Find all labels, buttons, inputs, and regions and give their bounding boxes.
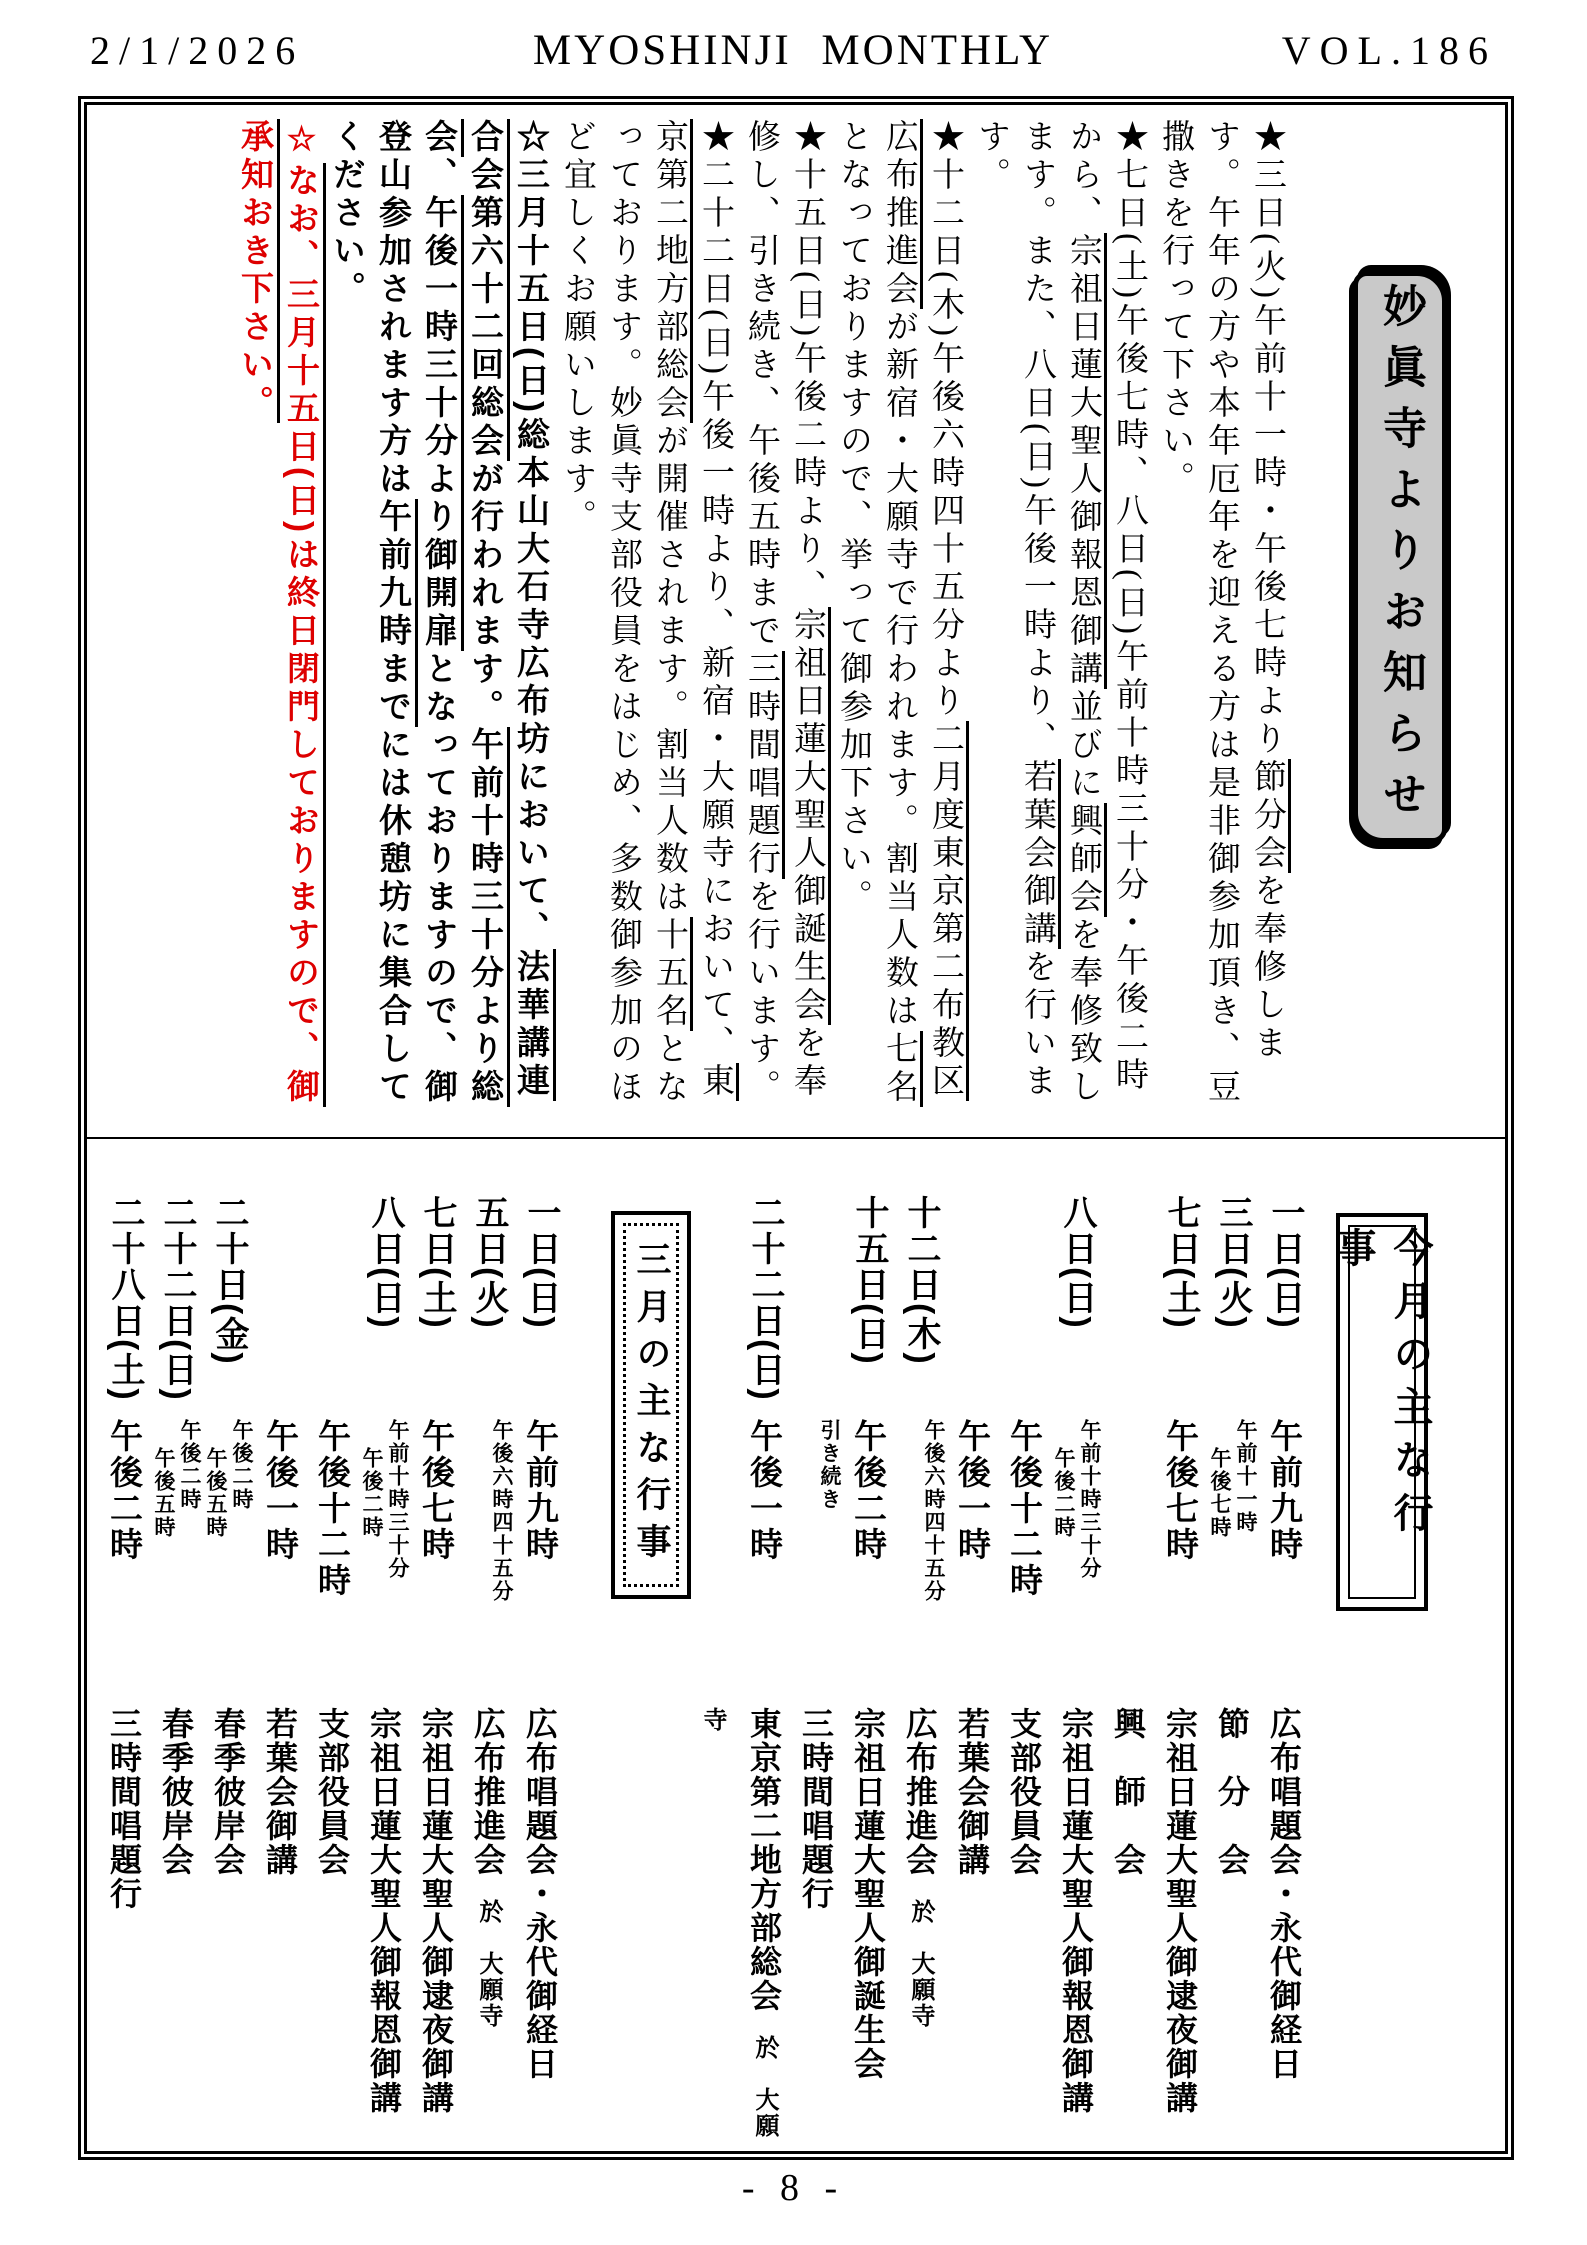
notice-paragraph [324,119,554,1123]
emphasized-text: 三時間唱題行 [743,651,785,879]
schedule-event: 広布推進会於 大願寺 [902,1707,938,2029]
time-value: 午後六時四十五分 [922,1419,945,1603]
schedule-time [790,1419,842,1707]
emphasized-text: 宗祖日蓮大聖人御誕生会 [789,607,831,1025]
schedule-date: 二十二日(日) [158,1195,196,1402]
schedule-event: 春季彼岸会 [158,1707,194,1877]
time-value: 午後一時 [262,1419,299,1563]
time-value: 午後二時 [230,1419,253,1511]
schedule-column [410,1139,462,2147]
notice-paragraph [968,119,1152,1123]
time-value: 午後五時 [152,1447,175,1539]
schedule-column [1050,1139,1102,2147]
time-value: 午後七時 [418,1419,455,1563]
notice-text: ★十二日(木)午後六時四十五分より [927,119,963,721]
schedule-date: 二十日(金) [210,1195,248,1366]
time-value: 午後五時 [204,1447,227,1539]
notice-text: には休憩坊に集合してください。 [329,119,412,1107]
schedule-time [98,1419,150,1707]
schedule-time [1206,1419,1258,1707]
issue-date: 2/1/2026 [90,28,305,73]
time-value: 午後二時 [178,1419,201,1511]
schedule-time [1050,1419,1102,1707]
notice-paragraph [1152,119,1290,1123]
emphasized-text: 午前十時三十分より総会 [421,119,510,1107]
schedule-column [514,1139,566,2147]
notice-text: を行います。 [973,119,1055,1101]
time-value: 午後二時 [106,1419,143,1563]
schedule-column [462,1139,514,2147]
emphasized-text: 午後一時三十分より御開扉 [421,195,464,651]
schedule-date: 七日(土) [1162,1195,1200,1330]
notice-text: が行われます。 [467,461,504,727]
schedule-date: 十五日(日) [850,1195,888,1366]
schedule-date: 八日(日) [1058,1195,1096,1330]
notice-text: 、 [421,157,458,195]
schedule-event: 広布唱題会・永代御経日 [1266,1707,1302,2081]
notice-text: ★二十二日(日)午後一時より、新宿・大願寺において、 [697,119,733,1063]
schedule-date: 一日(日) [522,1195,560,1330]
time-value: 午前十時三十分 [1078,1419,1101,1580]
notice-text: ☆三月十五日(日)総本山大石寺広布坊において、 [513,119,550,949]
schedule-time [202,1419,254,1707]
schedule-column [894,1139,946,2147]
time-value: 午後十二時 [314,1419,351,1599]
schedule-time [894,1419,946,1707]
emphasized-text: なお、三月十五日(日)は終日閉門しておりますので、御承知おき下さい。 [237,119,326,1107]
notice-title: 妙眞寺よりお知らせ [1376,282,1425,832]
schedule-event: 三時間唱題行 [106,1707,142,1911]
event-location-note: 於 大願寺 [699,1707,778,2139]
emphasized-text: 宗祖日蓮大聖人御報恩御講 [1065,233,1107,689]
announcements-text [101,119,1290,1123]
schedule-column [202,1139,254,2147]
schedule-column [1258,1139,1310,2147]
schedule-column [150,1139,202,2147]
schedule-column [790,1139,842,2147]
schedule-event: 宗祖日蓮大聖人御誕生会 [850,1707,886,2081]
emphasized-text: 興師会 [1065,803,1107,917]
schedule-event: 春季彼岸会 [210,1707,246,1877]
notice-title-box [1353,271,1447,843]
emphasized-text: 節分会 [1249,759,1291,873]
schedule-date: 二十二日(日) [746,1195,784,1402]
schedule-column [998,1139,1050,2147]
schedule-event: 支部役員会 [314,1707,350,1877]
time-value: 午前十一時 [1234,1419,1257,1534]
schedule-time [410,1419,462,1707]
notice-text: を行います。 [743,879,779,1107]
schedule-column [946,1139,998,2147]
schedule-column [842,1139,894,2147]
schedule-event: 宗祖日蓮大聖人御報恩御講 [1058,1707,1094,2115]
schedule-column [358,1139,410,2147]
schedule-column [254,1139,306,2147]
schedule-date [1102,1139,1154,1419]
schedule-date: 八日(日) [366,1195,404,1330]
notice-text: ★三日(火)午前十一時・午後七時より [1249,119,1285,759]
event-location-note: 於 大願寺 [475,1899,502,2029]
notice-text: ★十五日(日)午後二時より、 [789,119,825,607]
schedule-column [98,1139,150,2147]
schedule-event: 宗祖日蓮大聖人御報恩御講 [366,1707,402,2115]
schedule-time [254,1419,306,1707]
emphasized-text: 午前九時まで [375,499,418,727]
schedule-time [306,1419,358,1707]
schedule-date: 二十八日(土) [106,1195,144,1402]
notice-text: が開催されます。割当人数は [651,423,687,917]
page-header [90,26,1497,75]
schedule-time [998,1419,1050,1707]
time-value: 午後一時 [954,1419,991,1563]
schedule-date [306,1139,358,1419]
schedule-event: 三時間唱題行 [798,1707,834,1911]
schedule-time [738,1419,790,1707]
schedule-event: 興 師 会 [1110,1707,1146,1877]
notice-paragraph [738,119,830,1123]
time-value: 午後二時 [360,1447,383,1539]
notice-text: となっておりますので、挙って御参加下さい。 [835,119,871,917]
page-number: - 8 - [741,2167,846,2209]
schedule-time [462,1419,514,1707]
notice-text: を奉修致します。また、八日(日)午後一時より、 [1019,119,1101,1107]
schedule-date [790,1139,842,1419]
notice-text: を奉修します。午年の方や本年厄年を迎える方は是非御参加頂き、豆撒きを行って下さい。 [1157,119,1285,1107]
page-frame [78,96,1514,2160]
emphasized-text: 法華講連合会第六十二回総会 [467,119,556,1101]
schedule-column [1102,1139,1154,2147]
schedule-time [150,1419,202,1707]
march-title-box [611,1211,691,1599]
schedule-event: 若葉会御講 [954,1707,990,1877]
schedule-time [842,1419,894,1707]
february-title-box [1331,1213,1433,1611]
schedule-time [514,1419,566,1707]
schedule-time [1102,1419,1154,1707]
time-value: 午後二時 [1052,1447,1075,1539]
emphasized-text: 若葉会御講 [1019,759,1061,949]
schedule-event: 宗祖日蓮大聖人御逮夜御講 [1162,1707,1198,2115]
notice-paragraph [830,119,968,1123]
schedule-column [1154,1139,1206,2147]
schedule-column [699,1139,790,2147]
notice-text: が新宿・大願寺で行われます。割当人数は [881,309,917,1031]
schedule-time [358,1419,410,1707]
notice-text: ★七日(土)午後七時、八日(日)午前十時三十分・午後二時から、 [1065,119,1147,1095]
time-value: 午後十二時 [1006,1419,1043,1599]
february-title: 今月の主な行事 [1348,1225,1416,1599]
emphasized-text: 二月度東京第二布教区広布推進会 [881,119,969,1101]
schedule-event: 支部役員会 [1006,1707,1042,1877]
march-title: 三月の主な行事 [623,1223,679,1587]
schedule-event: 広布推進会於 大願寺 [470,1707,506,2029]
time-value: 引き続き [818,1419,841,1511]
schedule-date: 七日(土) [418,1195,456,1330]
notice-text: となっております。妙眞寺支部役員をはじめ、多数御参加のほど宜しくお願いします。 [559,119,687,1107]
time-value: 午後六時四十五分 [490,1419,513,1603]
schedule-date: 一日(日) [1266,1195,1304,1330]
emphasized-text: 東京第二地方部総会 [651,119,739,1101]
notice-paragraph [554,119,738,1123]
schedule-event: 若葉会御講 [262,1707,298,1877]
time-value: 午前九時 [1266,1419,1303,1563]
schedule-date: 三日(火) [1214,1195,1252,1330]
emphasized-text: 十五名 [651,917,693,1031]
schedule-date: 五日(火) [470,1195,508,1330]
schedule-time [1154,1419,1206,1707]
time-value: 午後七時 [1208,1447,1231,1539]
march-schedule [98,1139,566,2147]
newsletter-title: MYOSHINJI MONTHLY [532,27,1054,74]
schedule-event: 広布唱題会・永代御経日 [522,1707,558,2081]
schedule-event: 宗祖日蓮大聖人御逮夜御講 [418,1707,454,2115]
schedule-date [254,1139,306,1419]
time-value: 午前九時 [522,1419,559,1563]
time-value: 午後七時 [1162,1419,1199,1563]
february-schedule [699,1139,1310,2147]
schedule-event: 東京第二地方部総会於 大願寺 [699,1707,782,2139]
schedule-time [1258,1419,1310,1707]
schedule-column [306,1139,358,2147]
notice-paragraph [232,119,324,1123]
schedule-date [946,1139,998,1419]
time-value: 午後二時 [850,1419,887,1563]
notice-text: ☆ [283,119,320,163]
notice-text: となっておりますので、御登山参加されます方は [375,119,458,1107]
notice-text: 並びに [1065,689,1101,803]
time-value: 午後一時 [746,1419,783,1563]
schedule-time [946,1419,998,1707]
schedule-section [87,1139,1505,2151]
volume-number: VOL.186 [1281,28,1497,73]
time-value: 午前十時三十分 [386,1419,409,1580]
notice-text: を奉修し、引き続き、午後五時まで [743,119,825,1101]
notice-section [87,105,1505,1139]
schedule-event: 節 分 会 [1214,1707,1250,1877]
emphasized-text: 七名 [881,1031,923,1107]
schedule-date [998,1139,1050,1419]
event-location-note: 於 大願寺 [907,1899,934,2029]
schedule-date: 十二日(木) [902,1195,940,1366]
schedule-column [1206,1139,1258,2147]
